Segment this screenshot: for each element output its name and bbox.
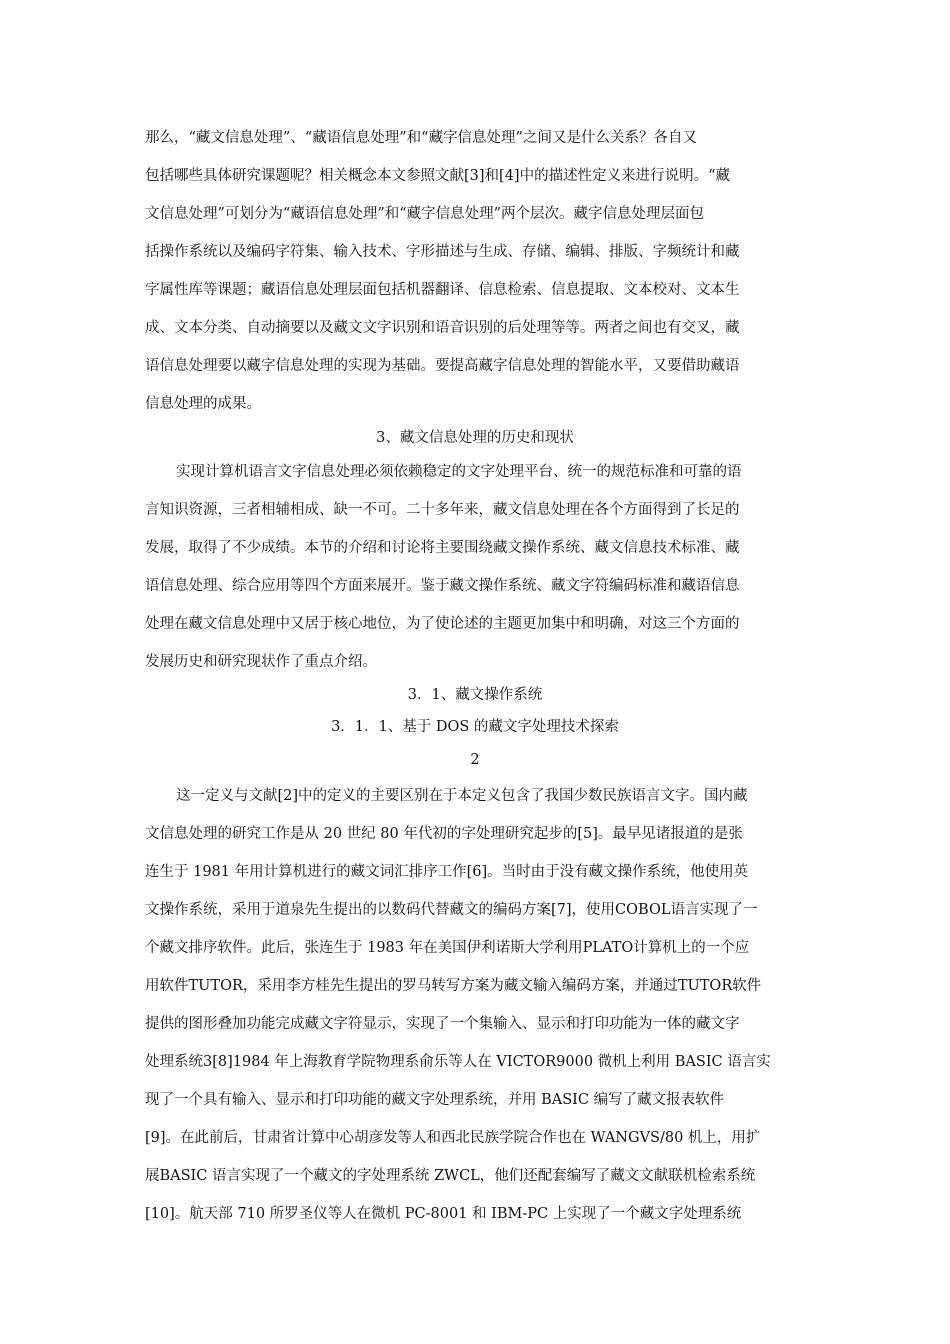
text-line: 包括哪些具体研究课题呢？相关概念本文参照文献[3]和[4]中的描述性定义来进行说明。“藏 <box>145 168 730 184</box>
text-line: 文操作系统，采用于道泉先生提出的以数码代替藏文的编码方案[7]，使用COBOL语言实现了一 <box>145 902 758 918</box>
text-line: 展BASIC 语言实现了一个藏文的字处理系统 ZWCL，他们还配套编写了藏文文献联机检索系统 <box>145 1168 756 1184</box>
text-line: 那么，“藏文信息处理”、“藏语信息处理”和“藏字信息处理”之间又是什么关系？各自又 <box>145 130 697 146</box>
text-line: 提供的图形叠加功能完成藏文字符显示，实现了一个集输入、显示和打印功能为一体的藏文字 <box>145 1016 740 1032</box>
subsection-heading: 3．1、藏文操作系统 <box>407 687 543 703</box>
text-line: 语信息处理、综合应用等四个方面来展开。鉴于藏文操作系统、藏文字符编码标准和藏语信息 <box>145 578 740 594</box>
subsubsection-heading: 3．1．1、基于 DOS 的藏文字处理技术探索 <box>331 719 619 735</box>
text-line: 信息处理的成果。 <box>145 396 261 412</box>
text-line: [10]。航天部 710 所罗圣仪等人在微机 PC-8001 和 IBM-PC 上实现了一个藏文字处理系统 <box>145 1206 742 1222</box>
text-line: 发展历史和研究现状作了重点介绍。 <box>145 654 377 670</box>
text-line: 用软件TUTOR，采用李方桂先生提出的罗马转写方案为藏文输入编码方案，并通过TUTOR软件 <box>145 978 762 994</box>
text-line: 个藏文排序软件。此后，张连生于 1983 年在美国伊利诺斯大学利用PLATO计算机上的一个应 <box>145 940 750 956</box>
text-line: 现了一个具有输入、显示和打印功能的藏文字处理系统，并用 BASIC 编写了藏文报表软件 <box>145 1092 725 1108</box>
text-line: [9]。在此前后，甘肃省计算中心胡彦发等人和西北民族学院合作也在 WANGVS/80 机上，用扩 <box>145 1130 761 1146</box>
text-line: 括操作系统以及编码字符集、输入技术、字形描述与生成、存储、编辑、排版、字频统计和藏 <box>145 244 740 260</box>
text-line: 发展，取得了不少成绩。本节的介绍和讨论将主要围绕藏文操作系统、藏文信息技术标准、藏 <box>145 540 740 556</box>
page-number: 2 <box>470 752 480 768</box>
text-line: 成、文本分类、自动摘要以及藏文文字识别和语音识别的后处理等等。两者之间也有交叉，藏 <box>145 320 740 336</box>
text-line: 语信息处理要以藏字信息处理的实现为基础。要提高藏字信息处理的智能水平，又要借助藏语 <box>145 358 740 374</box>
section-heading: 3、藏文信息处理的历史和现状 <box>376 430 574 446</box>
text-line: 实现计算机语言文字信息处理必须依赖稳定的文字处理平台、统一的规范标准和可靠的语 <box>176 464 742 480</box>
text-line: 文信息处理的研究工作是从 20 世纪 80 年代初的字处理研究起步的[5]。最早见诸报道的是张 <box>145 826 743 842</box>
text-line: 连生于 1981 年用计算机进行的藏文词汇排序工作[6]。当时由于没有藏文操作系统，他使用英 <box>145 864 749 880</box>
text-line: 文信息处理”可划分为“藏语信息处理”和“藏字信息处理”两个层次。藏字信息处理层面包 <box>145 206 705 222</box>
text-line: 处理在藏文信息处理中又居于核心地位，为了使论述的主题更加集中和明确，对这三个方面的 <box>145 616 740 632</box>
text-line: 言知识资源，三者相辅相成、缺一不可。二十多年来，藏文信息处理在各个方面得到了长足的 <box>145 502 740 518</box>
text-line: 处理系统3[8]1984 年上海教育学院物理系俞乐等人在 VICTOR9000 微机上利用 BASIC 语言实 <box>145 1054 771 1070</box>
text-line: 字属性库等课题；藏语信息处理层面包括机器翻译、信息检索、信息提取、文本校对、文本生 <box>145 282 740 298</box>
text-line: 这一定义与文献[2]中的定义的主要区别在于本定义包含了我国少数民族语言文字。国内藏 <box>176 788 748 804</box>
